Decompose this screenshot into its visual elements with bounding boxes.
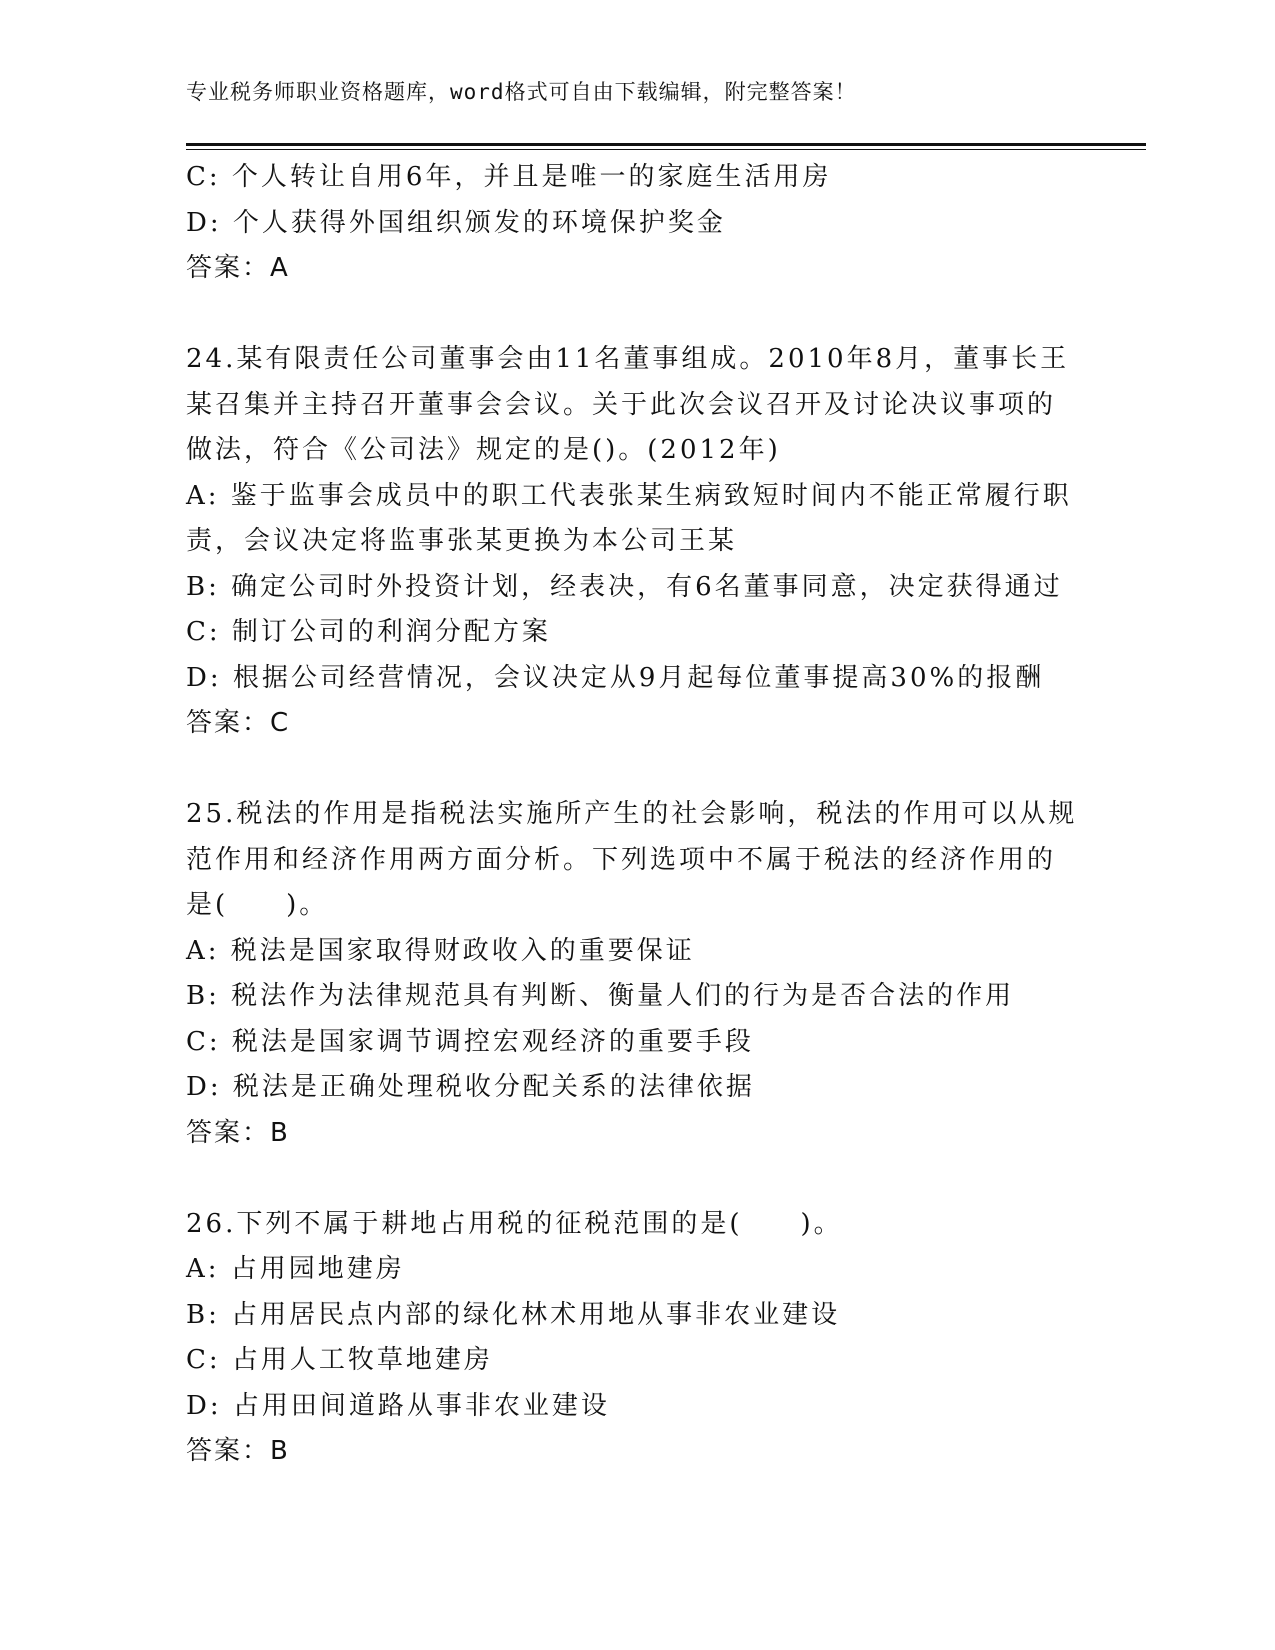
- question-25: [186, 792, 1086, 1156]
- q24-option-d: D: 根据公司经营情况，会议决定从9月起每位董事提高30%的报酬: [186, 662, 1045, 693]
- q24-answer: 答案：C: [186, 708, 291, 738]
- q26-option-d: D: 占用田间道路从事非农业建设: [186, 1390, 610, 1421]
- spacer: [186, 747, 1086, 793]
- q24-option-c: C: 制订公司的利润分配方案: [186, 617, 551, 647]
- q24-stem-line-1: 24.某有限责任公司董事会由11名董事组成。2010年8月，董事长王: [186, 344, 1070, 374]
- header-rule-thick: [186, 143, 1146, 146]
- spacer: [186, 1156, 1086, 1202]
- q26-stem-line-1: 26.下列不属于耕地占用税的征税范围的是( )。: [186, 1208, 843, 1239]
- q25-stem-line-2: 范作用和经济作用两方面分析。下列选项中不属于税法的经济作用的: [186, 844, 1057, 875]
- question-23-tail: [186, 155, 1086, 292]
- q25-option-c: C: 税法是国家调节调控宏观经济的重要手段: [186, 1026, 754, 1057]
- q25-option-b: B: 税法作为法律规范具有判断、衡量人们的行为是否合法的作用: [186, 981, 1015, 1011]
- q25-answer: 答案：B: [186, 1117, 290, 1148]
- q26-option-a: A: 占用园地建房: [186, 1254, 405, 1284]
- q24-stem-line-2: 某召集并主持召开董事会会议。关于此次会议召开及讨论决议事项的: [186, 389, 1057, 420]
- q23-answer: 答案：A: [186, 253, 290, 283]
- q24-stem-line-3: 做法，符合《公司法》规定的是()。(2012年): [186, 435, 781, 465]
- page-header: 专业税务师职业资格题库，word格式可自由下载编辑，附完整答案！: [186, 80, 857, 104]
- q26-answer: 答案：B: [186, 1436, 290, 1466]
- q24-option-a-line-2: 责，会议决定将监事张某更换为本公司王某: [186, 526, 738, 556]
- q25-option-a: A: 税法是国家取得财政收入的重要保证: [186, 935, 695, 966]
- question-24: [186, 337, 1086, 747]
- header-rule-thin: [186, 149, 1146, 150]
- q23-option-c: C: 个人转让自用6年，并且是唯一的家庭生活用房: [186, 162, 832, 192]
- q25-stem-line-1: 25.税法的作用是指税法实施所产生的社会影响，税法的作用可以从规: [186, 799, 1078, 829]
- spacer: [186, 292, 1086, 338]
- q24-option-a-line-1: A: 鉴于监事会成员中的职工代表张某生病致短时间内不能正常履行职: [186, 480, 1072, 511]
- q26-option-c: C: 占用人工牧草地建房: [186, 1345, 493, 1375]
- q26-option-b: B: 占用居民点内部的绿化林术用地从事非农业建设: [186, 1299, 841, 1330]
- q23-option-d: D: 个人获得外国组织颁发的环境保护奖金: [186, 207, 726, 238]
- document-body: [186, 155, 1086, 1475]
- q25-option-d: D: 税法是正确处理税收分配关系的法律依据: [186, 1072, 755, 1102]
- q25-stem-line-3: 是( )。: [186, 890, 329, 920]
- question-26: [186, 1202, 1086, 1475]
- q24-option-b: B: 确定公司时外投资计划，经表决，有6名董事同意，决定获得通过: [186, 571, 1063, 602]
